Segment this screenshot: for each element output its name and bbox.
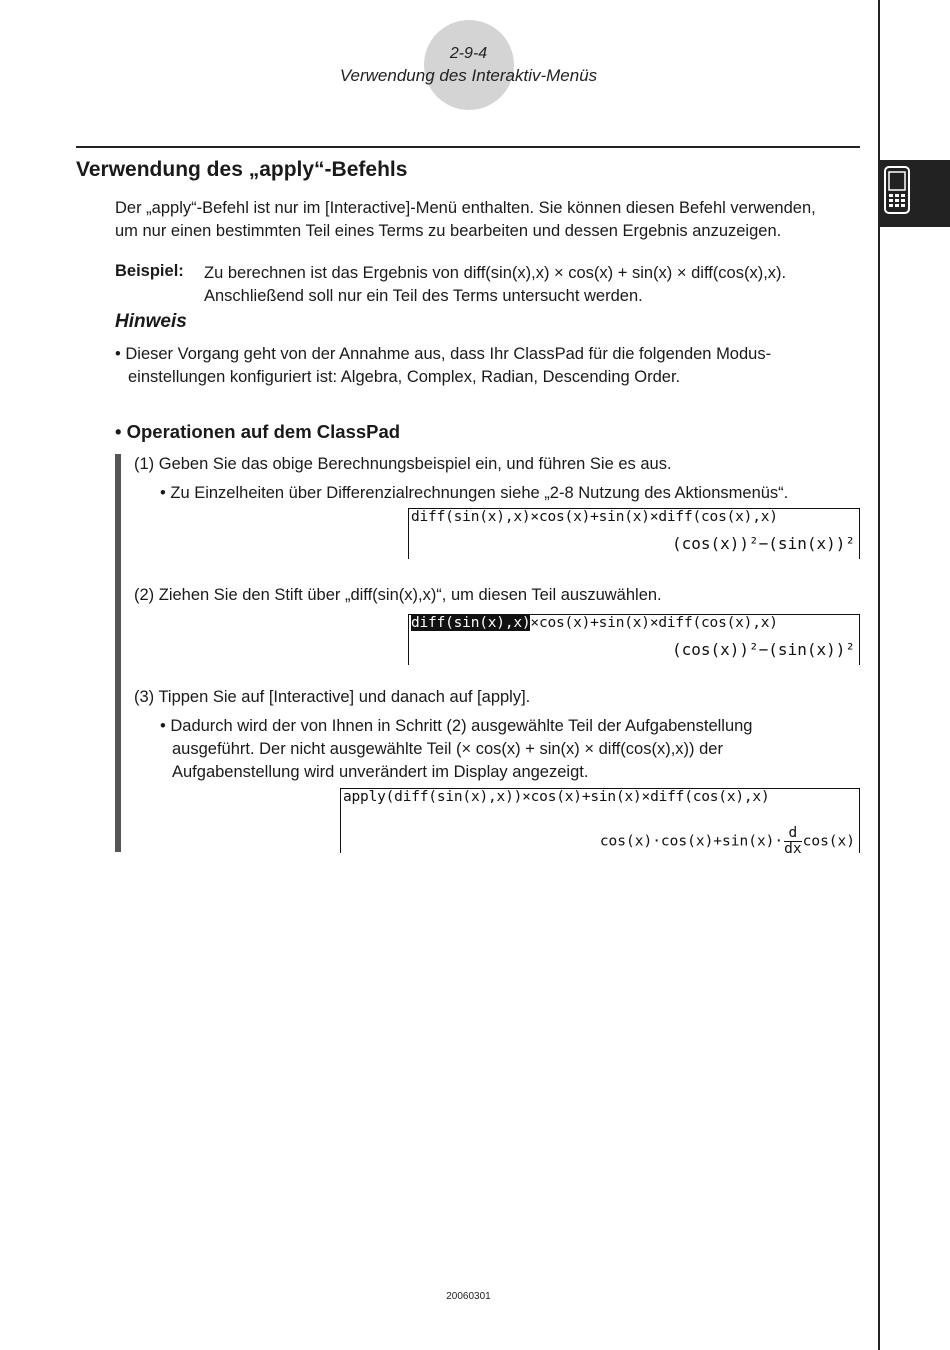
- screen-3: [340, 788, 860, 857]
- operations-heading: • Operationen auf dem ClassPad: [115, 421, 401, 442]
- intro-line-2: um nur einen bestimmten Teil eines Terms zu bearbeiten und dessen Ergebnis anzuzeigen.: [115, 222, 782, 240]
- footer-code: 20060301: [446, 1291, 491, 1302]
- step-3: (3) Tippen Sie auf [Interactive] und danach auf [apply].: [134, 688, 531, 706]
- screen-2: [408, 614, 860, 665]
- screen-2-input: [411, 615, 778, 631]
- screen-3-output-right: cos(x): [802, 833, 855, 850]
- screen-3-output-left: cos(x)·cos(x)+sin(x)·: [599, 833, 784, 850]
- screen-3-output: [565, 810, 855, 873]
- screen-1-output: (cos(x))²−(sin(x))²: [671, 534, 855, 553]
- step-3-note-3: Aufgabenstellung wird unverändert im Display angezeigt.: [172, 763, 589, 781]
- step-1: (1) Geben Sie das obige Berechnungsbeispiel ein, und führen Sie es aus.: [134, 455, 672, 473]
- hint-line-1: • Dieser Vorgang geht von der Annahme aus, dass Ihr ClassPad für die folgenden Modus-: [115, 345, 772, 363]
- screen-2-rest: ×cos(x)+sin(x)×diff(cos(x),x): [530, 615, 778, 631]
- header-circle: [424, 20, 514, 110]
- screen-1: [408, 508, 860, 559]
- step-3-note-1: • Dadurch wird der von Ihnen in Schritt (2) ausgewählte Teil der Aufgabenstellung: [160, 717, 753, 735]
- procedure-bar: [115, 454, 121, 852]
- example-line-1: Zu berechnen ist das Ergebnis von diff(sin(x),x) × cos(x) + sin(x) × diff(cos(x),x).: [204, 264, 787, 282]
- example-label: Beispiel:: [115, 262, 184, 280]
- section-title: Verwendung des Interaktiv-Menüs: [339, 66, 598, 85]
- fraction-numerator: d: [784, 826, 801, 842]
- header-rule: [76, 146, 860, 148]
- screen-2-output: (cos(x))²−(sin(x))²: [671, 640, 855, 659]
- derivative-fraction: [784, 826, 801, 857]
- step-2: (2) Ziehen Sie den Stift über „diff(sin(x),x)“, um diesen Teil auszuwählen.: [134, 586, 662, 604]
- calculator-icon: [884, 166, 910, 214]
- page-number: 2-9-4: [449, 45, 488, 62]
- screen-1-input: diff(sin(x),x)×cos(x)+sin(x)×diff(cos(x),x): [411, 509, 778, 525]
- step-1-note: • Zu Einzelheiten über Differenzialrechnungen siehe „2-8 Nutzung des Aktionsmenüs“.: [160, 484, 789, 502]
- screen-2-selection: diff(sin(x),x): [411, 615, 531, 631]
- screen-3-input: apply(diff(sin(x),x))×cos(x)+sin(x)×diff(cos(x),x): [343, 789, 770, 805]
- page-heading: Verwendung des „apply“-Befehls: [76, 158, 408, 181]
- fraction-denominator: dx: [784, 841, 802, 857]
- example-line-2: Anschließend soll nur ein Teil des Terms untersucht werden.: [204, 287, 643, 305]
- intro-line-1: Der „apply“-Befehl ist nur im [Interactive]-Menü enthalten. Sie können diesen Befehl verwenden,: [115, 199, 816, 217]
- chapter-tab: [880, 160, 950, 227]
- hint-line-2: einstellungen konfiguriert ist: Algebra, Complex, Radian, Descending Order.: [128, 368, 681, 386]
- hint-title: Hinweis: [115, 311, 187, 332]
- step-3-note-2: ausgeführt. Der nicht ausgewählte Teil (× cos(x) + sin(x) × diff(cos(x),x)) der: [172, 740, 723, 758]
